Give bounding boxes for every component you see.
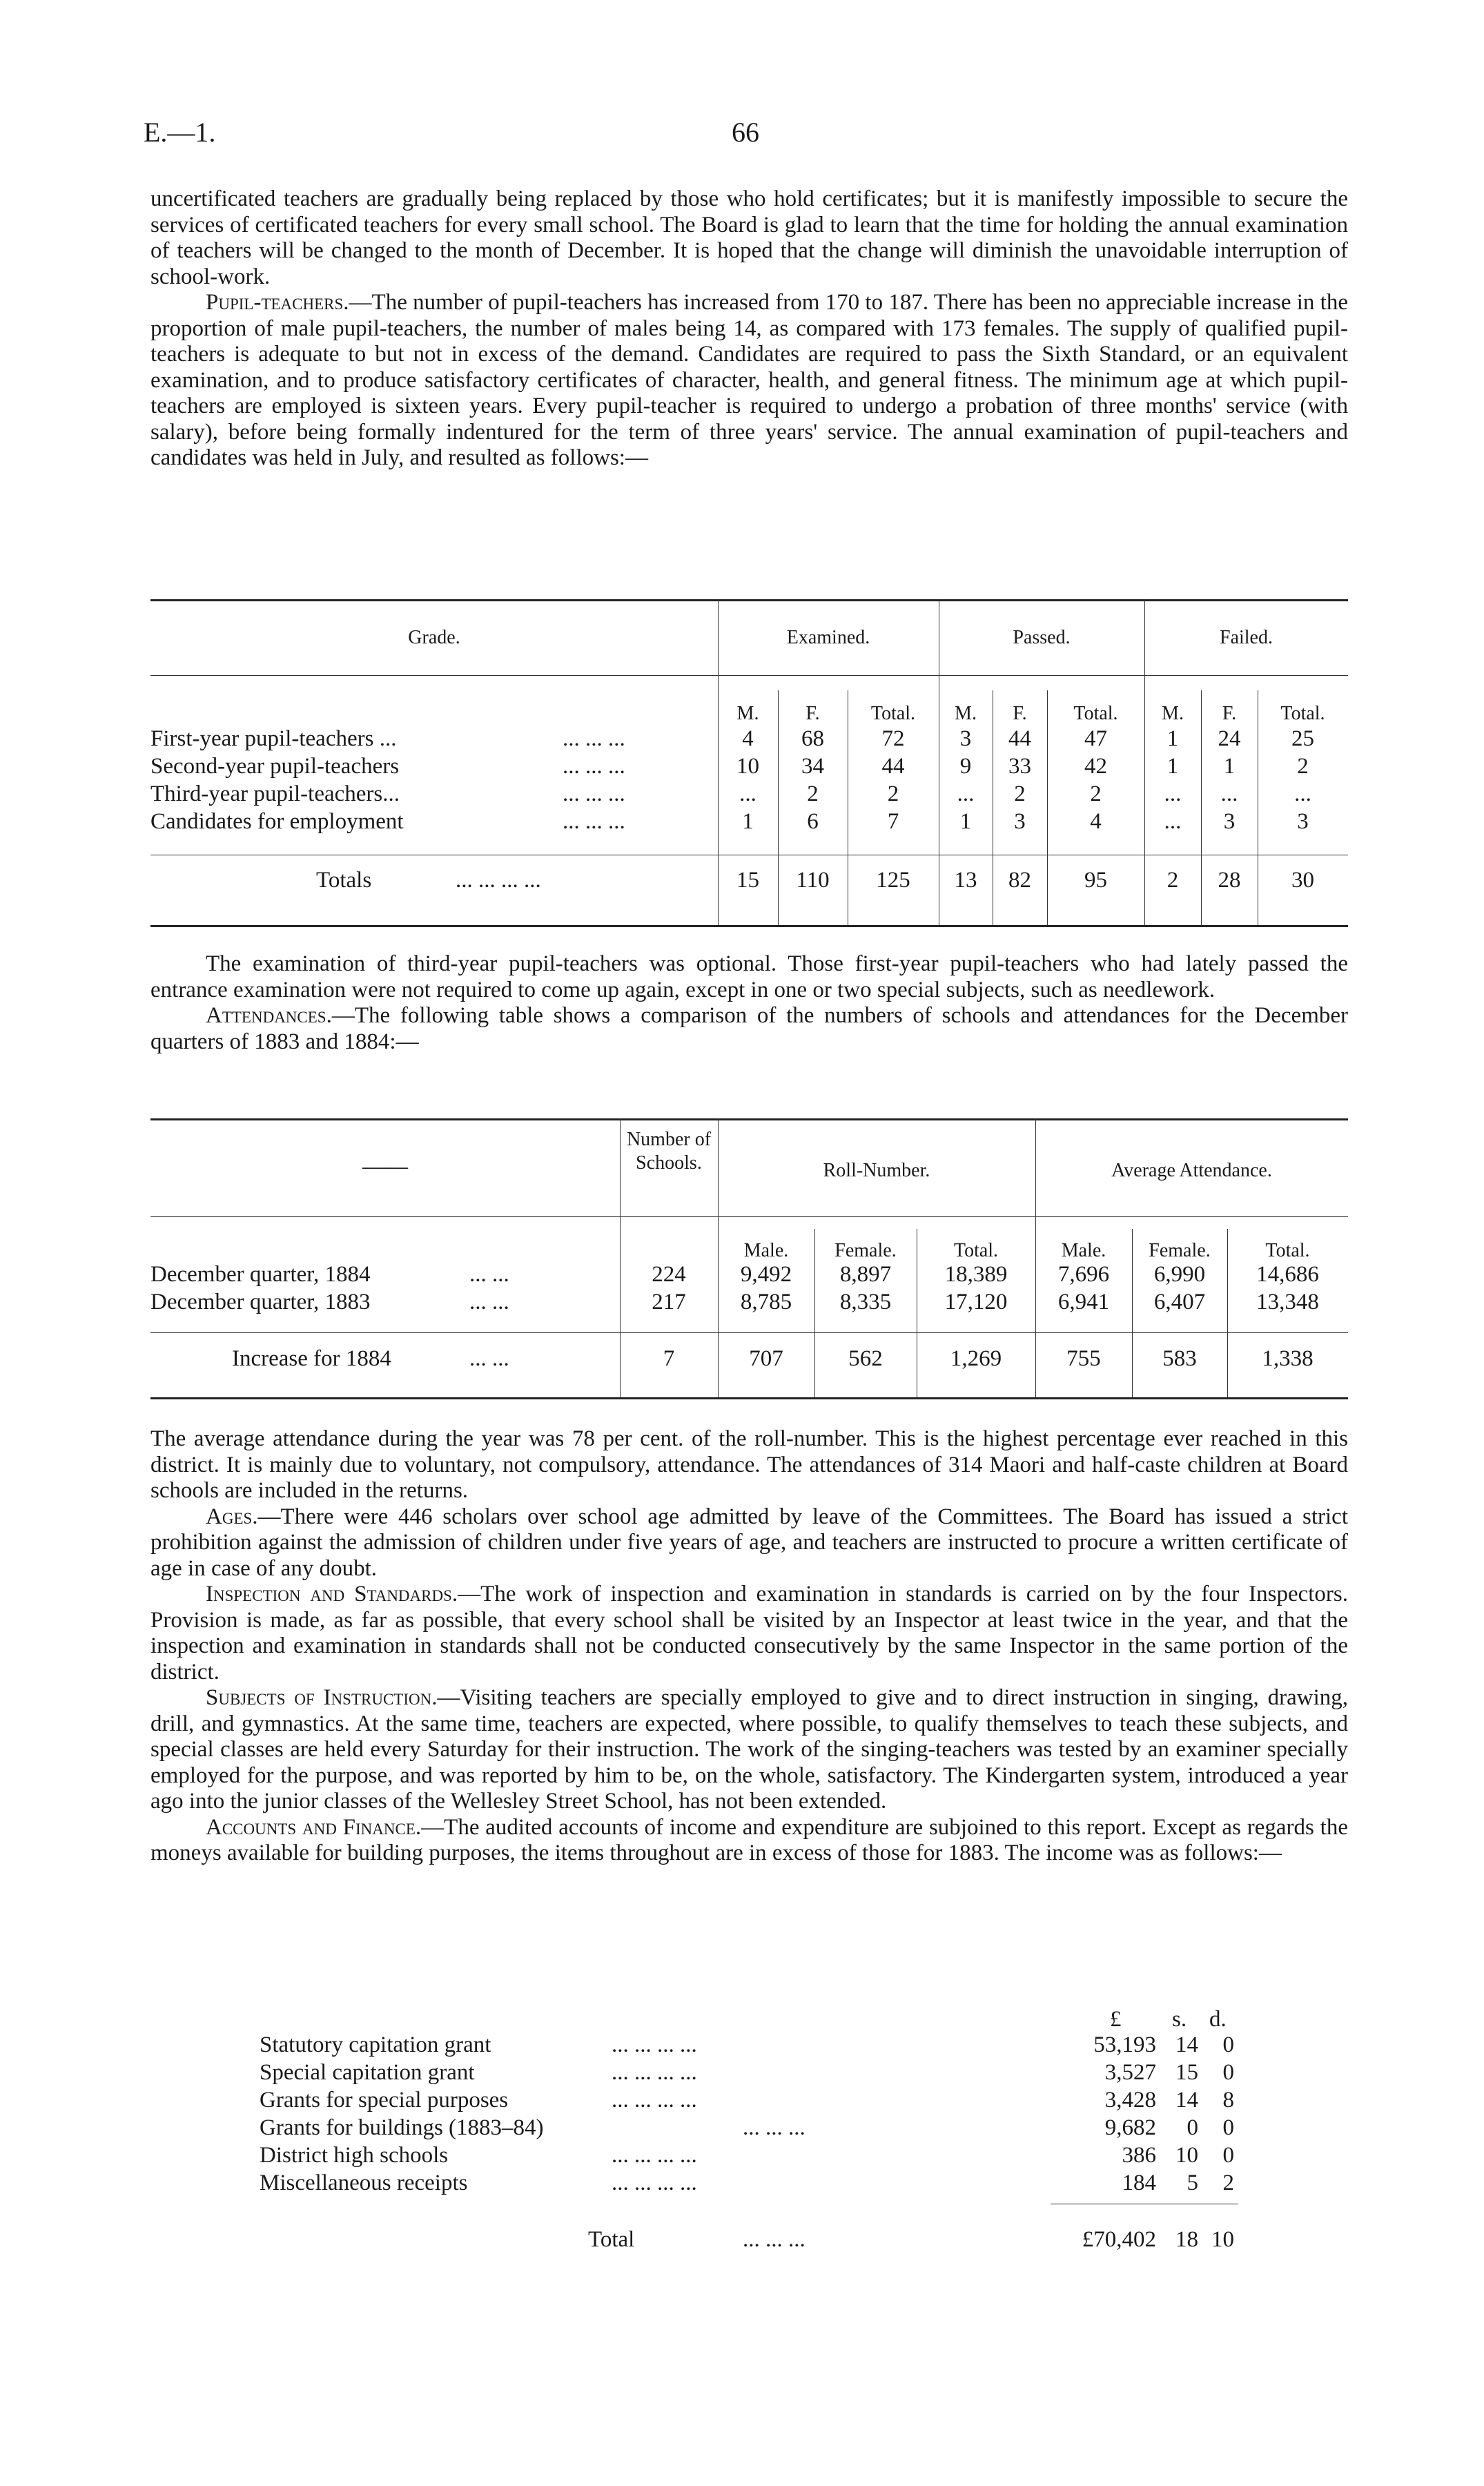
increase-label: Increase for 1884 [232, 1346, 391, 1371]
subheader: Male. [743, 1240, 789, 1261]
currency-header-shillings: s. [1172, 2007, 1187, 2032]
row-label: December quarter, 1884 [150, 1262, 371, 1287]
text-block-1 [150, 186, 1348, 472]
heading-subjects: Subjects of Instruction. [206, 1685, 438, 1710]
subheader: Total. [1280, 703, 1325, 724]
paragraph-attendances: Attendances.—The following table shows a comparison of the numbers of schools and attendances for the December quarters of 1883 and 1884:— [150, 1003, 1348, 1054]
col-header-examined: Examined. [786, 627, 870, 648]
subheader: M. [1162, 703, 1184, 724]
paragraph-ages: Ages.—There were 446 scholars over school age admitted by leave of the Committees. The Board has issued a strict prohibition against the admission of children under five years of age, and teachers are instructed to procure a written certificate of age in case of any doubt. [150, 1504, 1348, 1581]
subheader: F. [806, 703, 820, 724]
document-reference: E.—1. [144, 117, 216, 148]
document-page: E.—1. 66 uncertificated teachers are gradually being replaced by those who hold certificates; but it is manifestly impossible to secure the services of certificated teachers for every small school. The Board is glad to learn that the time for holding the annual examination of teachers will be changed to the month of December. It is hoped that the change will diminish the unavoidable interruption of school-work. Pupil-teachers.—The number of pupil-teachers has increased from 170 to 187. There has been no appreciable increase in the proportion of male pupil-teachers, the number of males being 14, as compared with 173 females. The supply of qualified pupil-teachers is adequate to but not in excess of the demand. Candidates are required to pass the Sixth Standard, or an equivalent examination, and to produce satisfactory certificates of character, health, and general fitness. The minimum age at which pupil-teachers are employed is sixteen years. Every pupil-teacher is required to undergo a probation of three months' service (with salary), before being formally indentured for the term of three years' service. The annual examination of pupil-teachers and candidates was held in July, and resulted as follows:— Grade. Examined. Passed. Failed. M. F. Total. M. F. Total. M. F. Total. First-year pupil-teachers ... ... ... ... 4 68 72 3 44 47 1 24 25 Second-year pupil-teachers ... ... ... 10 34 44 9 33 42 1 1 2 Third-year pupil-teachers... ... ... ... ... 2 2 ... 2 2 ... ... ... Candidates for employment ... ... ... 1 6 7 1 3 4 ... 3 3 Totals ... ... ... ... 15 110 125 13 82 95 2 28 30 The examination of third-year pupil-teachers was optional. Those first-year pupil-teachers who had lately passed the entrance examination were not required to come up again, except in one or two special subjects, such as needlework. Attendances.—The following table shows a comparison of the numbers of schools and attendances for the December quarters of 1883 and 1884:— —— Number of Schools. Roll-Number. Average Attendance. Male. Female. Total. Male. Female. Total. December quarter, 1884 ... ... 224 9,492 8,897 18,389 7,696 6,990 14,686 December quarter, 1883 ... ... 217 8,785 8,335 17,120 6,941 6,407 13,348 Increase for 1884 ... ... 7 707 562 1,269 755 583 1,338 The average attendance during the year was 78 per cent. of the roll-number. This is the highest percentage ever reached in this district. It is mainly due to voluntary, not compulsory, attendance. The attendances of 314 Maori and half-caste children at Board schools are included in the returns. Ages.—There were 446 scholars over school age admitted by leave of the Committees. The Board has issued a strict prohibition against the admission of children under five years of age, and teachers are instructed to procure a written certificate of age in case of any doubt. Inspection and Standards.—The work of inspection and examination in standards is carried on by the four Inspectors. Provision is made, as far as possible, that every school shall be visited by an Inspector at least twice in the year, and that the inspection and examination in standards shall not be conducted consecutively by the same Inspector in the same portion of the district. Subjects of Instruction.—Visiting teachers are specially employed to give and to direct instruction in singing, drawing, drill, and gymnastics. At the same time, teachers are expected, where possible, to qualify themselves to teach these subjects, and special classes are held every Saturday for their instruction. The work of the singing-teachers was tested by an examiner specially employed for the purpose, and was reported by him to be, on the whole, satisfactory. The Kindergarten system, introduced a year ago into the junior classes of the Wellesley Street School, has not been extended. Accounts and Finance.—The audited accounts of income and expenditure are subjoined to this report. Except as regards the moneys available for building purposes, the items throughout are in excess of those for 1883. The income was as follows:— £ s. d. Statutory capitation grant ... ... ... ... 53,193 14 0 Special capitation grant ... ... ... ... 3,527 15 0 Grants for special purposes ... ... ... ... 3,428 14 8 Grants for buildings (1883–84) ... ... ... 9,682 0 0 District high schools ... ... ... ... 386 10 0 Miscellaneous receipts ... ... ... ... 184 5 2 Total ... ... ... £70,402 18 10 [144, 117, 1349, 2252]
row-label: December quarter, 1883 [150, 1290, 371, 1314]
currency-header-pence: d. [1209, 2007, 1227, 2032]
paragraph-accounts: Accounts and Finance.—The audited accounts of income and expenditure are subjoined to this report. Except as regards the moneys available for building purposes, the items throughout are in excess of those for 1883. The income was as follows:— [150, 1814, 1348, 1865]
text-block-2 [150, 951, 1348, 1055]
col-header-passed: Passed. [1013, 627, 1071, 648]
subheader: Total. [870, 703, 916, 724]
heading-pupil-teachers: Pupil-teachers. [206, 290, 349, 315]
subheader: Total. [1073, 703, 1118, 724]
subheader: M. [736, 703, 759, 724]
subheader: Female. [1149, 1240, 1211, 1261]
row-label: Second-year pupil-teachers [150, 754, 400, 779]
paragraph-average-attendance: The average attendance during the year was 78 per cent. of the roll-number. This is the highest percentage ever reached in this district. It is mainly due to voluntary, not compulsory, attendance. The attendances of 314 Maori and half-caste children at Board schools are included in the returns. [150, 1426, 1348, 1503]
col-header-grade: Grade. [408, 627, 460, 648]
totals-label: Totals [316, 868, 372, 893]
currency-header-pounds: £ [1110, 2007, 1122, 2032]
row-label: Candidates for employment [150, 809, 404, 834]
col-header-average-attendance: Average Attendance. [1111, 1160, 1272, 1181]
subheader: F. [1222, 703, 1237, 724]
paragraph-certificated: uncertificated teachers are gradually being replaced by those who hold certificates; but it is manifestly impossible to secure the services of certificated teachers for every small school. The Board is glad to learn that the time for holding the annual examination of teachers will be changed to the month of December. It is hoped that the change will diminish the unavoidable interruption of school-work. [150, 186, 1348, 289]
row-label: Third-year pupil-teachers... [150, 781, 400, 806]
income-total-label: Total [588, 2227, 635, 2252]
paragraph-pupil-teachers: Pupil-teachers.—The number of pupil-teachers has increased from 170 to 187. There has been no appreciable increase in the proportion of male pupil-teachers, the number of males being 14, as compared with 173 females. The supply of qualified pupil-teachers is adequate to but not in excess of the demand. Candidates are required to pass the Sixth Standard, or an equivalent examination, and to produce satisfactory certificates of character, health, and general fitness. The minimum age at which pupil-teachers are employed is sixteen years. Every pupil-teacher is required to undergo a probation of three months' service (with salary), before being formally indentured for the term of three years' service. The annual examination of pupil-teachers and candidates was held in July, and resulted as follows:— [150, 290, 1348, 470]
subheader: Male. [1061, 1240, 1106, 1261]
paragraph-subjects: Subjects of Instruction.—Visiting teachers are specially employed to give and to direct instruction in singing, drawing, drill, and gymnastics. At the same time, teachers are expected, where possible, to qualify themselves to teach these subjects, and special classes are held every Saturday for their instruction. The work of the singing-teachers was tested by an examiner specially employed for the purpose, and was reported by him to be, on the whole, satisfactory. The Kindergarten system, introduced a year ago into the junior classes of the Wellesley Street School, has not been extended. [150, 1685, 1349, 1814]
heading-ages: Ages. [206, 1504, 258, 1529]
text-block-3 [150, 1426, 1348, 1867]
row-label: First-year pupil-teachers ... [150, 726, 397, 751]
subheader: F. [1013, 703, 1027, 724]
subheader: Female. [834, 1240, 897, 1261]
subheader: Total. [1265, 1240, 1310, 1261]
col-header-number-of-schools: Number of Schools. [626, 1129, 712, 1174]
heading-accounts: Accounts and Finance. [206, 1814, 422, 1840]
page-number: 66 [732, 117, 759, 148]
subheader: Total. [953, 1240, 999, 1261]
heading-attendances: Attendances. [206, 1003, 332, 1028]
col-header-blank: —— [362, 1154, 408, 1179]
paragraph-inspection: Inspection and Standards.—The work of inspection and examination in standards is carried on by the four Inspectors. Provision is made, as far as possible, that every school shall be visited by an Inspector at least twice in the year, and that the inspection and examination in standards shall not be conducted consecutively by the same Inspector in the same portion of the district. [150, 1582, 1349, 1684]
heading-inspection: Inspection and Standards. [206, 1582, 458, 1606]
col-header-roll-number: Roll-Number. [823, 1160, 930, 1181]
paragraph-exam-note: The examination of third-year pupil-teachers was optional. Those first-year pupil-teachers who had lately passed the entrance examination were not required to come up again, except in one or two special subjects, such as needlework. [150, 951, 1348, 1002]
subheader: M. [955, 703, 977, 724]
col-header-failed: Failed. [1220, 627, 1273, 648]
